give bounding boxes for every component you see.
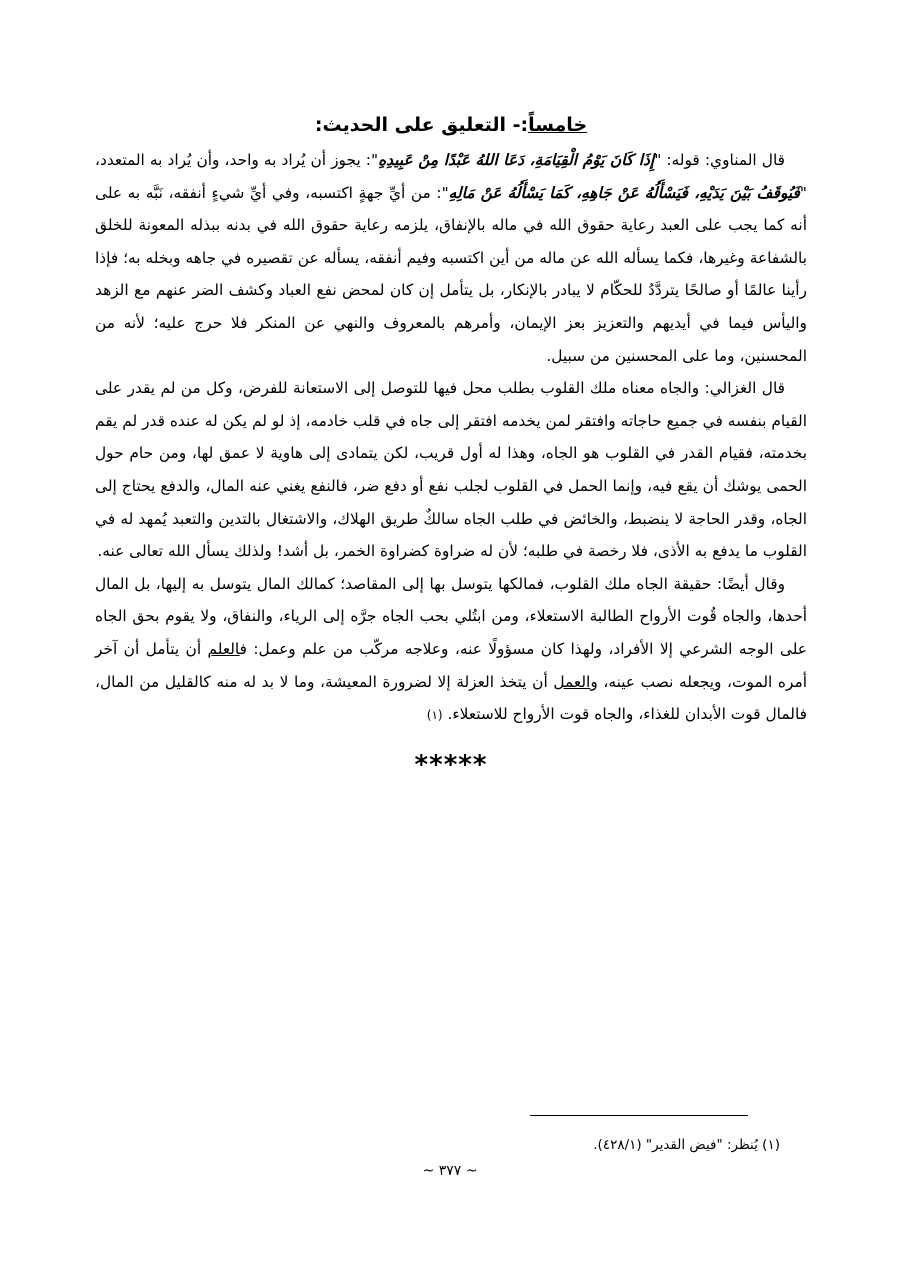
section-heading-number: خامساً (528, 114, 588, 136)
underlined-term-ilm: العلم (207, 639, 240, 658)
paragraph-ghazali: قال الغزالي: والجاه معناه ملك القلوب بطلب محل فيها للتوصل إلى الاستعانة للفرض، وكل من لم يقدر على القيام بنفسه في جميع حاجاته وافتقر لمن يخدمه افتقر إلى جاه في قلب خادمه، إذ لو لم يكن له عنده قدر لم يقم بخدمته، فقيام القدر في القلوب هو الجاه، وهذا له أول قريب، لكن يتمادى إلى هاوية لا عمق لها، ومن حام حول الحمى يوشك أن يقع فيه، وإنما الحمل في القلوب لجلب نفع أو دفع ضر، فالنفع يغني عنه المال، والدفع يحتاج إلى الجاه، وقدر الحاجة لا ينضبط، والخائض في طلب الجاه سالكٌ طريق الهلاك، والاشتغال بالتدين والتعبد يُمهد له في القلوب ما يدفع به الأذى، فلا رخصة في طلبه؛ لأن له ضراوة كضراوة الخمر، بل أشد! ولذلك يسأل الله تعالى عنه. (95, 379, 807, 561)
footnote: (١) يُنظر: "فيض القدير" (٤٢٨/١). (593, 1137, 780, 1153)
section-heading-title: :- التعليق على الحديث: (314, 114, 529, 136)
text-segment: أن يتأمل أن آخر أمره الموت، ويجعله نصب عينه، و (95, 639, 807, 691)
text-segment: ": من أيِّ جهةٍ اكتسبه، وفي أيِّ شيءٍ أنفقه، نَبَّه به على أنه كما يجب على العبد رعاية حقوق الله في ماله بالإنفاق، يلزمه رعاية حقوق الله في بدنه ببذله المعونة للخلق بالشفاعة وغيرها، فكما يسأله الله عن ماله من أين اكتسبه وفيم أنفقه، يسأله عن تقصيره في جاهه وبخله به؛ فإذا رأينا عالمًا أو صالحًا يتردَّدُ للحكّام لا يبادر بالإنكار، بل يتأمل إن كان لمحض نفع العباد وكشف الضر عنهم مع الزهد واليأس فيما في أيديهم والتعزيز بعز الإيمان، وأمرهم بالمعروف والنهي عن المنكر فلا حرج عليه؛ لأنه من المحسنين، وما على المحسنين من سبيل. (95, 183, 807, 365)
footnote-reference: (١) (426, 708, 443, 723)
text-segment: ": يجوز أن يُراد به واحد، وأن يُراد به المتعدد، " (95, 151, 807, 202)
underlined-term-amal: العمل (553, 672, 591, 691)
text-segment: أن يتخذ العزلة إلا لضرورة المعيشة، وما لا بد له منه كالقليل من المال، فالمال قوت الأبدان للغذاء، والجاه قوت الأرواح للاستعلاء. (95, 672, 807, 724)
text-segment: وقال أيضًا: حقيقة الجاه ملك القلوب، فمالكها يتوسل بها إلى المقاصد؛ كمالك المال يتوسل به إليها، بل المال أحدها، والجاه قُوت الأرواح الطالبة الاستعلاء، ومن ابتُلي بحب الجاه جرَّه إلى الرياء، والنفاق، ولا يقوم بحق الجاه على الوجه الشرعي إلا الأفراد، ولهذا كان مسؤولًا عنه، وعلاجه مركّب من علم وعمل: ف (95, 574, 807, 658)
footnote-divider (530, 1115, 748, 1116)
hadith-quote: إِذَا كَانَ يَوْمُ الْقِيَامَةِ، دَعَا اللهُ عَبْدًا مِنْ عَبِيدِهِ (378, 151, 655, 169)
hadith-quote: فَيُوقَفُ بَيْنَ يَدَيْهِ، فَيَسْأَلُهُ عَنْ جَاهِهِ، كَمَا يَسْأَلُهُ عَنْ مَالِهِ (448, 183, 800, 202)
paragraph-ghazali-2 (95, 568, 807, 732)
text-segment: قال المناوي: قوله: " (654, 151, 785, 169)
paragraph-munawi (95, 144, 807, 372)
section-separator-stars: ***** (414, 749, 488, 780)
section-heading (95, 110, 807, 140)
page-number: ~ ٣٧٧ ~ (422, 1163, 478, 1179)
page-body (95, 110, 807, 782)
